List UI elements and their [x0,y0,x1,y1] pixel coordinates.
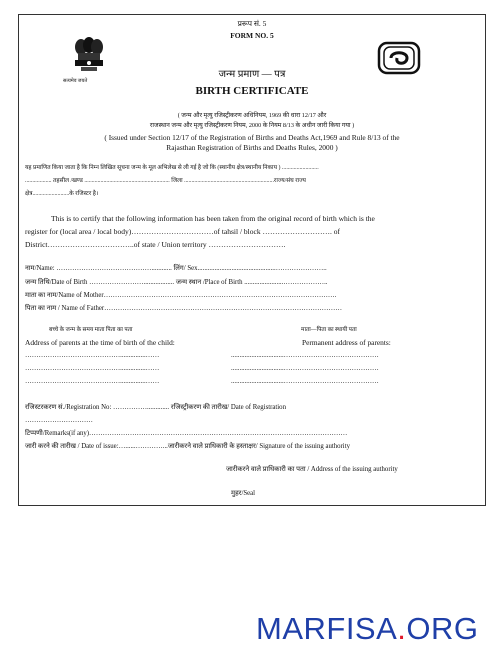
date-of-issue-signature-field: जारी करने की तारीख / Date of issue:…......…………...जारीकरने वाले प्राधिकारी के हस्ताक्षर/ Signature of the issuing authority [25,443,350,450]
mother-name-field: माता का नाम/Name of Mother…………………………………………………………………………………………. [25,292,337,299]
permanent-address-dots-3: ...............................…………………………………… [231,378,379,385]
permanent-address-dots-2: ...............................…………………………………… [231,365,379,372]
certificate-title: BIRTH CERTIFICATE [195,85,309,97]
watermark-dot: . [397,611,407,646]
certify-line-3: District……………………………..of state / Union territory …………………………. [25,240,286,249]
form-number: FORM NO. 5 [230,31,274,40]
watermark-part-2: ORG [406,611,479,646]
watermark-part-1: MARFISA [256,611,398,646]
seal-label: मुहर/Seal [231,490,256,497]
permanent-address-label: Permanent address of parents: [302,338,391,347]
remarks-field: टिप्पणी/Remarks(if any)…………………………………………………………………………………………………… [25,430,348,437]
hindi-form-number: प्ररूप सं. 5 [237,19,267,28]
address-birth-dots-3: ……………………………………...............…… [25,378,160,385]
emblem-caption: सत्यमेव जयते [63,79,88,84]
address-birth-dots-1: ……………………………………...............…… [25,352,160,359]
name-sex-field: नाम/Name: ……………………………………............ लिंग/ Sex..............................................………………….. [25,265,327,272]
hindi-certify-line-2: .................. तहसील /खण्ड .......................................................... जिला .............................................................राज्य/संघ राज्य [25,178,306,184]
certificate-page [18,14,486,506]
parents-address-birth-label: Address of parents at the time of birth of the child: [25,338,175,347]
hindi-issued-line-1: ( जन्म और मृत्यु रजिस्ट्रीकरण अधिनियम, 1969 की धारा 12/17 और [177,112,327,119]
hindi-issued-line-2: राजस्थान जन्म और मृत्यु रजिस्ट्रीकरण नियम, 2000 के नियम 8/13 के अधीन जारी किया गया ) [149,122,355,129]
issuing-authority-address: जारीकरने वाले प्राधिकारी का पता / Address of the issuing authority [226,466,398,473]
issued-under-line-2: Rajasthan Registration of Births and Deaths Rules, 2000 ) [166,143,338,152]
permanent-address-dots-1: ...............................…………………………………… [231,352,379,359]
hindi-certify-line-3: क्षेत्र.........................के रजिस्टर है। [25,191,99,197]
hindi-certify-line-1: यह प्रमाणित किया जाता है कि निम्न लिखित सूचना जन्म के मूल अभिलेख से ली गई है जो कि (स्थानीय क्षेत्र/स्थानीय निकाय ) ......................... [25,165,319,171]
address-birth-dots-2: ……………………………………...............…… [25,365,160,372]
hindi-parents-address-birth: बच्चे के जन्म के समय माता पिता का पता [49,327,133,333]
registration-date-dots: ………………………… [25,417,93,424]
hindi-title: जन्म प्रमाण — पत्र [218,69,286,80]
site-watermark [256,611,479,647]
hindi-permanent-address: माता—पिता का स्थायी पता [301,327,357,333]
father-name-field: पिता का नाम / Name of Father…………………………………………………………………………………………… [25,305,343,312]
registration-number-field: रजिस्टरकरण सं./Registration No: ……………............. रजिस्ट्रीकरण की तारीख/ Date of Registration [25,404,286,411]
certify-line-1: This is to certify that the following information has been taken from the original record of birth which is the [51,214,375,223]
issued-under-line-1: ( Issued under Section 12/17 of the Registration of Births and Deaths Act,1969 and Rule 8/13 of the [104,133,400,142]
certify-line-2: register for (local area / local body)……………………………of tahsil / block ………………………. of [25,227,340,236]
dob-place-field: जन्म तिथि/Date of Birth …………………….................. जन्म स्थान /Place of Birth .......................……………….. [25,279,328,286]
